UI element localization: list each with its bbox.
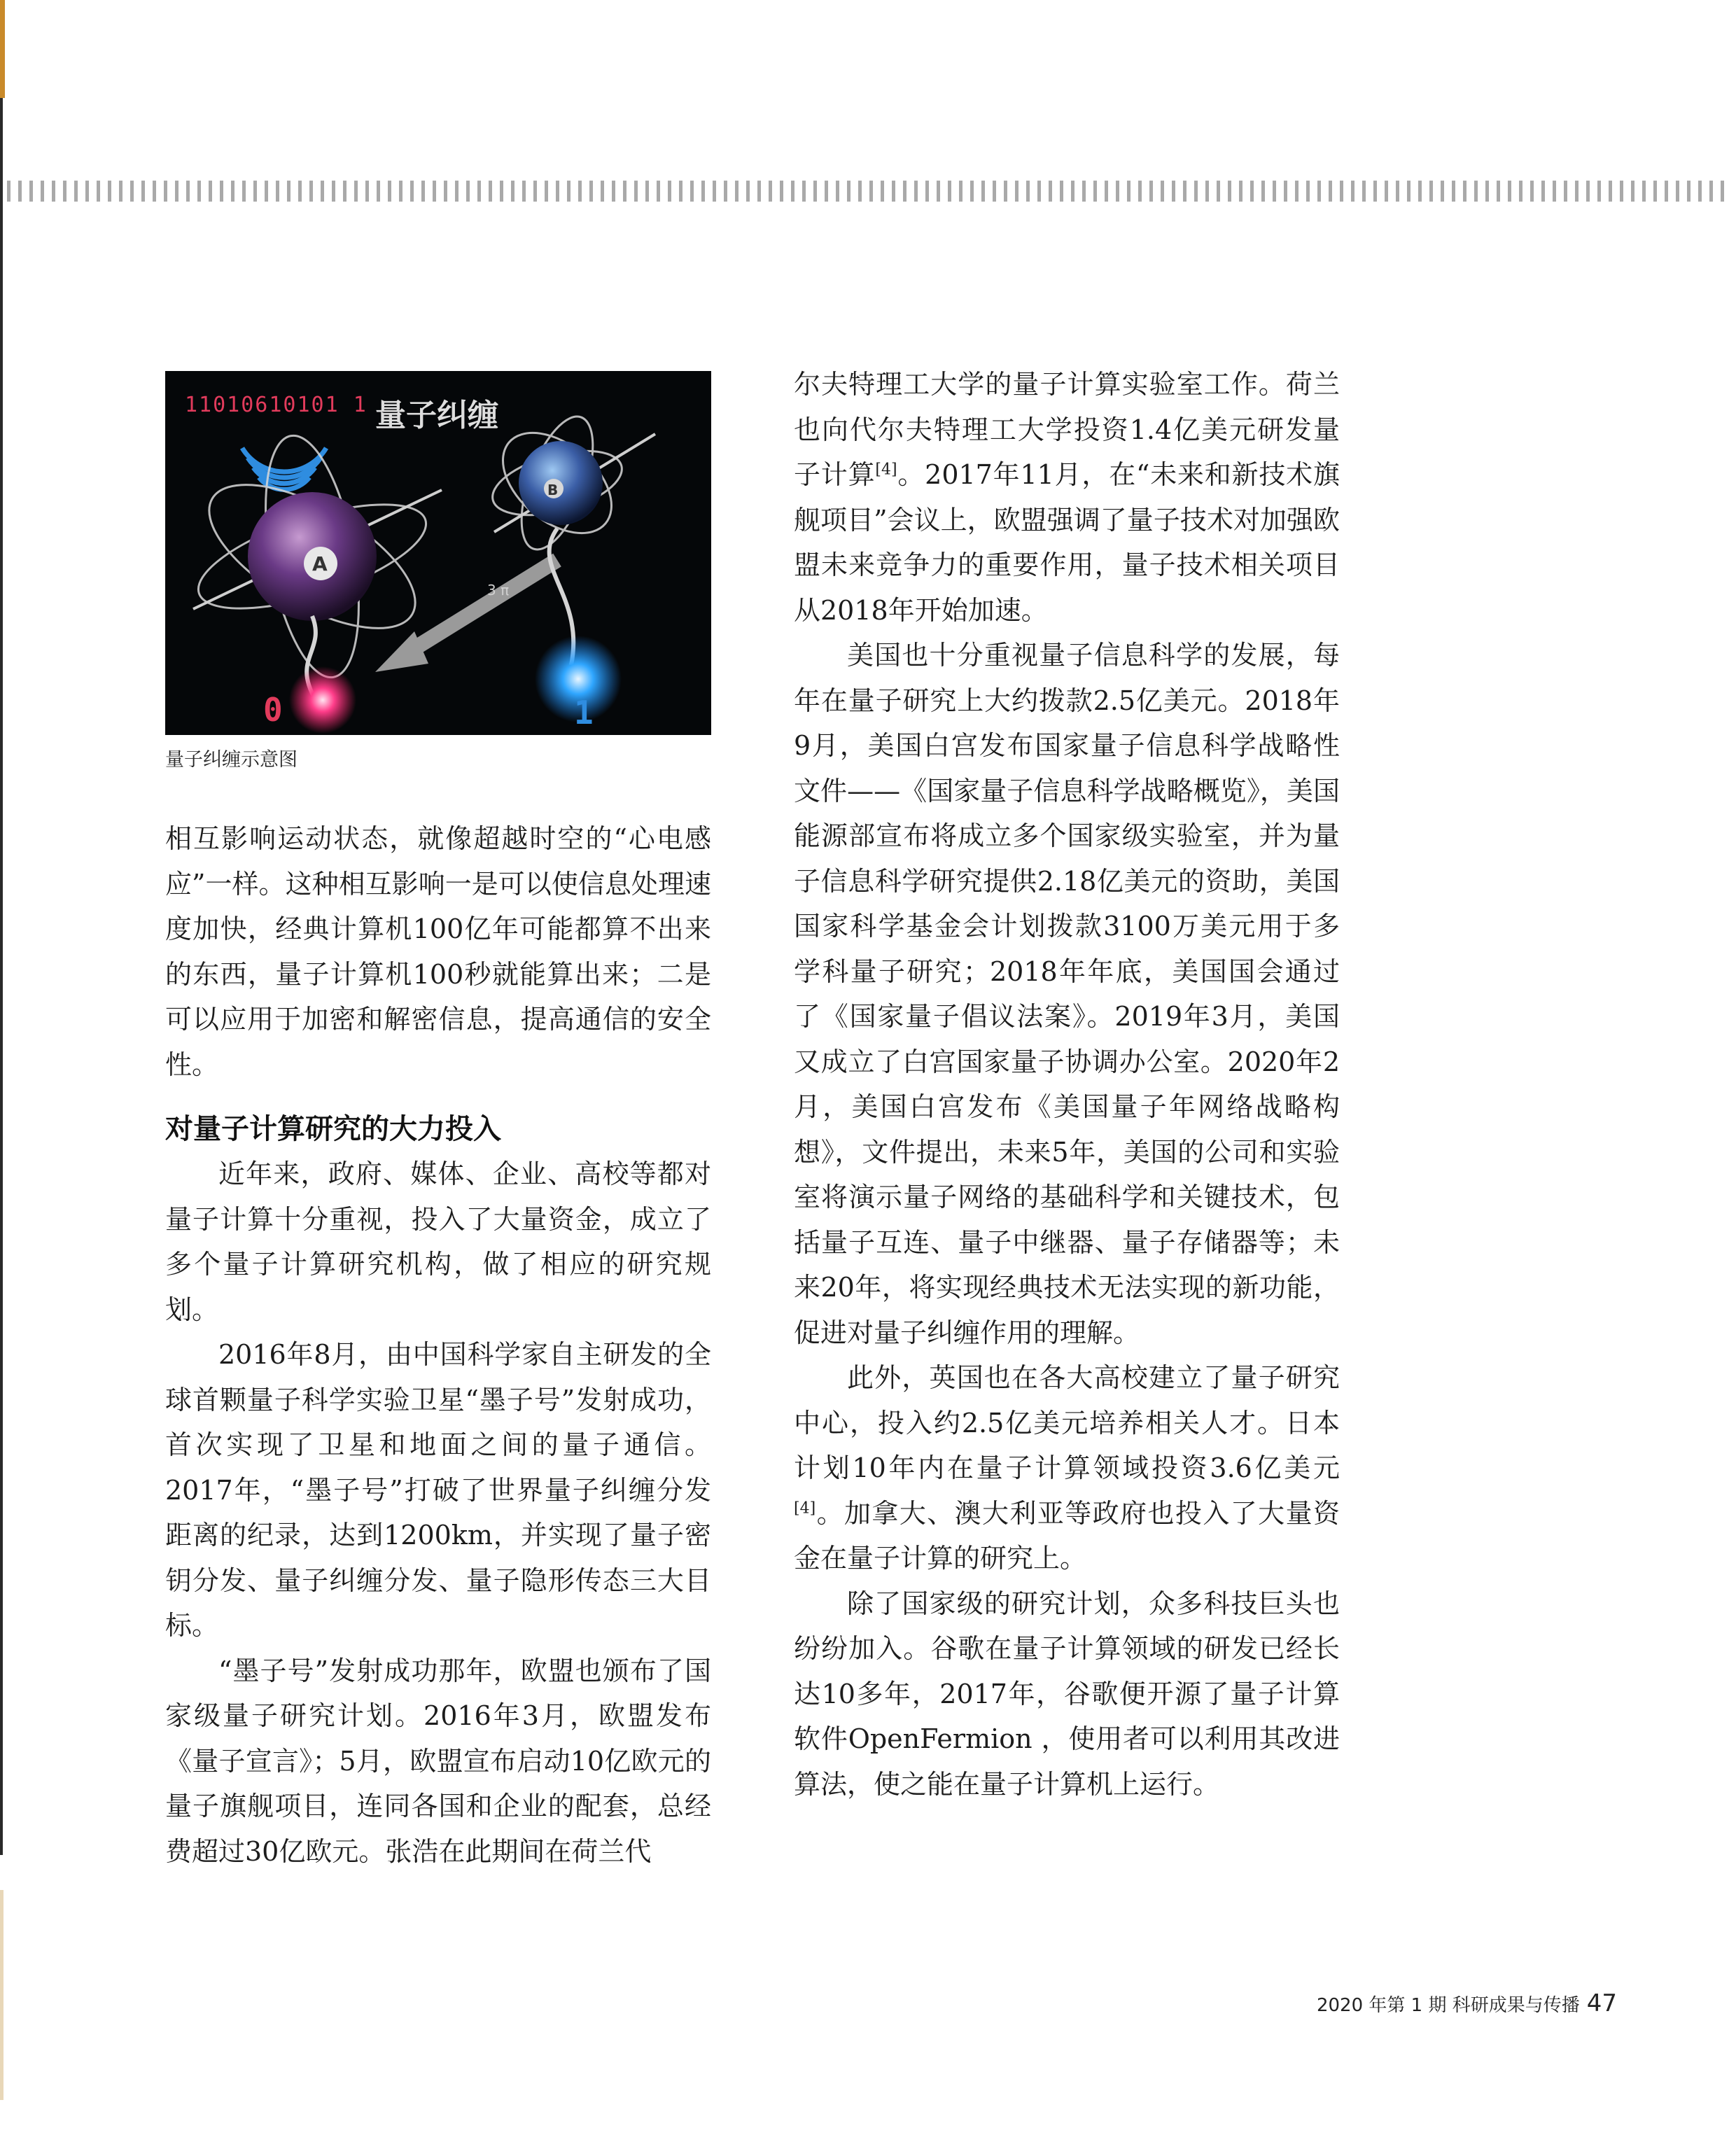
right-paragraph-2: 美国也十分重视量子信息科学的发展，每年在量子研究上大约拨款2.5亿美元。2018年9月，美国白宫发布国家量子信息科学战略性文件——《国家量子信息科学战略概览》，美国能源部宣布将成立多个国家级实验室，并为量子信息科学研究提供2.18亿美元的资助，美国国家科学基金会计划拨款3100万美元用于多学科量子研究；2018年年底，美国国会通过了《国家量子倡议法案》。2019年3月，美国又成立了白宫国家量子协调办公室。2020年2月，美国白宫发布《美国量子年网络战略构想》，文件提出，未来5年，美国的公司和实验室将演示量子网络的基础科学和关键技术，包括量子互连、量子中继器、量子存储器等；未来20年，将实现经典技术无法实现的新功能，促进对量子纠缠作用的理解。 bbox=[794, 640, 1340, 1348]
left-page-edge-accent bbox=[0, 0, 5, 98]
left-paragraph-2: 近年来，政府、媒体、企业、高校等都对量子计算十分重视，投入了大量资金，成立了多个量子计算研究机构，做了相应的研究规划。 bbox=[165, 1158, 711, 1325]
citation-ref: [4] bbox=[794, 1499, 816, 1517]
page-number: 47 bbox=[1586, 1989, 1617, 2017]
decorative-tick-rule bbox=[7, 181, 1729, 202]
binary-digits: 11010610101 1 bbox=[185, 393, 368, 417]
particle-a-label: A bbox=[312, 552, 328, 575]
left-page-edge-shadow bbox=[0, 1890, 4, 2100]
right-paragraph-1-part-b: 。2017年11月，在“未来和新技术旗舰项目”会议上，欧盟强调了量子技术对加强欧盟未来竞争力的重要作用，量子技术相关项目从2018年开始加速。 bbox=[794, 459, 1340, 626]
left-page-edge bbox=[0, 0, 3, 1855]
right-paragraph-3-part-a: 此外，英国也在各大高校建立了量子研究中心，投入约2.5亿美元培养相关人才。日本计划10年内在量子计算领域投资3.6亿美元 bbox=[794, 1362, 1340, 1483]
right-paragraph-3-part-b: 。加拿大、澳大利亚等政府也投入了大量资金在量子计算的研究上。 bbox=[794, 1497, 1340, 1574]
left-paragraph-3: 2016年8月，由中国科学家自主研发的全球首颗量子科学实验卫星“墨子号”发射成功，首次实现了卫星和地面之间的量子通信。2017年，“墨子号”打破了世界量子纠缠分发距离的纪录，达到1200km，并实现了量子密钥分发、量子纠缠分发、量子隐形传态三大目标。 bbox=[165, 1339, 711, 1641]
particle-b-label: B bbox=[547, 482, 559, 498]
left-column bbox=[165, 816, 711, 1874]
right-paragraph-3 bbox=[794, 1355, 1340, 1581]
page-footer bbox=[1317, 1989, 1617, 2017]
left-paragraph-4: “墨子号”发射成功那年，欧盟也颁布了国家级量子研究计划。2016年3月，欧盟发布《量子宣言》；5月，欧盟宣布启动10亿欧元的量子旗舰项目，连同各国和企业的配套，总经费超过30亿欧元。张浩在此期间在荷兰代 bbox=[165, 1655, 711, 1867]
right-paragraph-1-part-a: 尔夫特理工大学的量子计算实验室工作。荷兰也向代尔夫特理工大学投资1.4亿美元研发量子计算 bbox=[794, 369, 1340, 490]
journal-issue: 2020 年第 1 期 科研成果与传播 bbox=[1316, 1995, 1580, 2016]
figure-title: 量子纠缠 bbox=[375, 398, 498, 433]
right-paragraph-1 bbox=[794, 362, 1340, 633]
citation-ref: [4] bbox=[875, 461, 897, 479]
section-heading: 对量子计算研究的大力投入 bbox=[165, 1113, 501, 1145]
right-paragraph-4: 除了国家级的研究计划，众多科技巨头也纷纷加入。谷歌在量子计算领域的研发已经长达10多年，2017年，谷歌便开源了量子计算软件OpenFermion ，使用者可以利用其改进算法，使之能在量子计算机上运行。 bbox=[794, 1588, 1340, 1800]
state-zero-label: 0 bbox=[263, 691, 283, 729]
right-column bbox=[794, 362, 1340, 1807]
left-paragraph-1: 相互影响运动状态，就像超越时空的“心电感应”一样。这种相互影响一是可以使信息处理速度加快，经典计算机100亿年可能都算不出来的东西，量子计算机100秒就能算出来；二是可以应用于加密和解密信息，提高通信的安全性。 bbox=[165, 823, 711, 1080]
state-one-label: 1 bbox=[574, 694, 594, 732]
red-glow bbox=[289, 666, 356, 734]
arrow-label: 3 π bbox=[487, 582, 510, 598]
entanglement-illustration bbox=[165, 371, 711, 735]
entanglement-figure bbox=[165, 371, 711, 735]
figure-caption: 量子纠缠示意图 bbox=[165, 749, 298, 771]
